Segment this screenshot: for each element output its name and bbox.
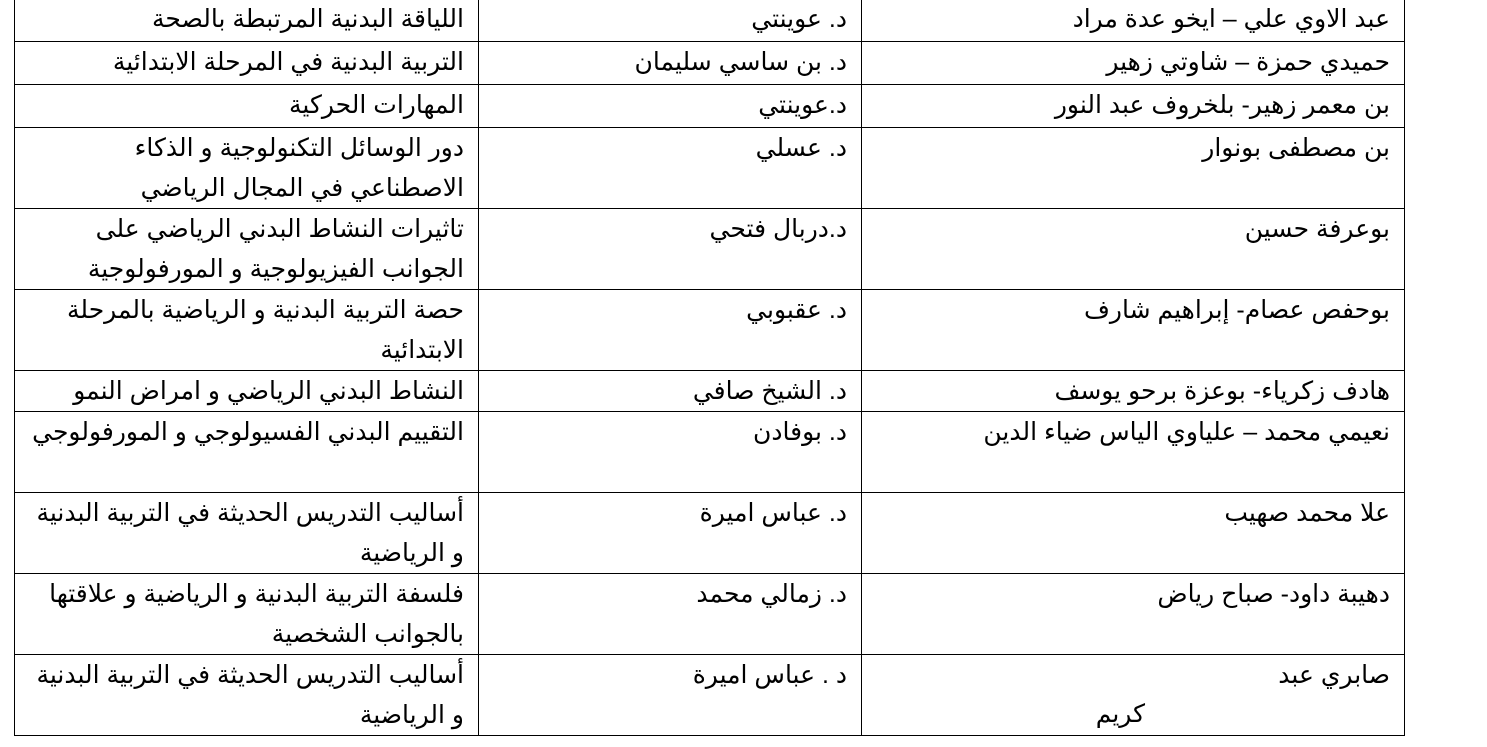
supervisor-cell: د. بن ساسي سليمان — [479, 42, 862, 85]
topic-cell: المهارات الحركية — [15, 85, 479, 128]
table-row — [15, 128, 1405, 209]
supervisor-cell: د. عوينتي — [479, 0, 862, 42]
topic-cell: أساليب التدريس الحديثة في التربية البدنية و الرياضية — [15, 493, 479, 574]
table-row — [15, 209, 1405, 290]
students-cell — [862, 655, 1405, 736]
students-cell: هادف زكرياء- بوعزة برحو يوسف — [862, 371, 1405, 412]
supervisor-cell: د. عقبوبي — [479, 290, 862, 371]
table-row — [15, 0, 1405, 42]
table-row — [15, 655, 1405, 736]
topic-cell: دور الوسائل التكنولوجية و الذكاء الاصطناعي في المجال الرياضي — [15, 128, 479, 209]
table-row — [15, 371, 1405, 412]
topic-cell: اللياقة البدنية المرتبطة بالصحة — [15, 0, 479, 42]
students-cell: بوحفص عصام- إبراهيم شارف — [862, 290, 1405, 371]
table-row — [15, 85, 1405, 128]
students-cell: علا محمد صهيب — [862, 493, 1405, 574]
supervisor-cell: د.دربال فتحي — [479, 209, 862, 290]
students-cell: حميدي حمزة – شاوتي زهير — [862, 42, 1405, 85]
table-row — [15, 290, 1405, 371]
students-cell: دهيبة داود- صباح رياض — [862, 574, 1405, 655]
topic-cell: حصة التربية البدنية و الرياضية بالمرحلة الابتدائية — [15, 290, 479, 371]
students-cell: بن مصطفى بونوار — [862, 128, 1405, 209]
table-row — [15, 42, 1405, 85]
supervisor-cell: د. زمالي محمد — [479, 574, 862, 655]
students-cell: نعيمي محمد – علياوي الياس ضياء الدين — [862, 412, 1405, 493]
table-row — [15, 574, 1405, 655]
supervisor-cell: د . عباس اميرة — [479, 655, 862, 736]
topic-cell: النشاط البدني الرياضي و امراض النمو — [15, 371, 479, 412]
supervisor-cell: د.عوينتي — [479, 85, 862, 128]
topic-cell: أساليب التدريس الحديثة في التربية البدنية و الرياضية — [15, 655, 479, 736]
students-cell: بوعرفة حسين — [862, 209, 1405, 290]
topic-cell: التقييم البدني الفسيولوجي و المورفولوجي — [15, 412, 479, 493]
topic-cell: تاثيرات النشاط البدني الرياضي على الجوانب الفيزيولوجية و المورفولوجية — [15, 209, 479, 290]
students-cell: بن معمر زهير- بلخروف عبد النور — [862, 85, 1405, 128]
table-row — [15, 412, 1405, 493]
students-cell: عبد الاوي علي – ايخو عدة مراد — [862, 0, 1405, 42]
table-row — [15, 493, 1405, 574]
students-line-2: كريم — [1095, 700, 1145, 728]
supervision-table — [14, 0, 1405, 736]
supervisor-cell: د. عسلي — [479, 128, 862, 209]
supervisor-cell: د. بوفادن — [479, 412, 862, 493]
topic-cell: فلسفة التربية البدنية و الرياضية و علاقتها بالجوانب الشخصية — [15, 574, 479, 655]
students-line-1: صابري عبد — [1278, 661, 1390, 689]
supervisor-cell: د. عباس اميرة — [479, 493, 862, 574]
supervisor-cell: د. الشيخ صافي — [479, 371, 862, 412]
topic-cell: التربية البدنية في المرحلة الابتدائية — [15, 42, 479, 85]
